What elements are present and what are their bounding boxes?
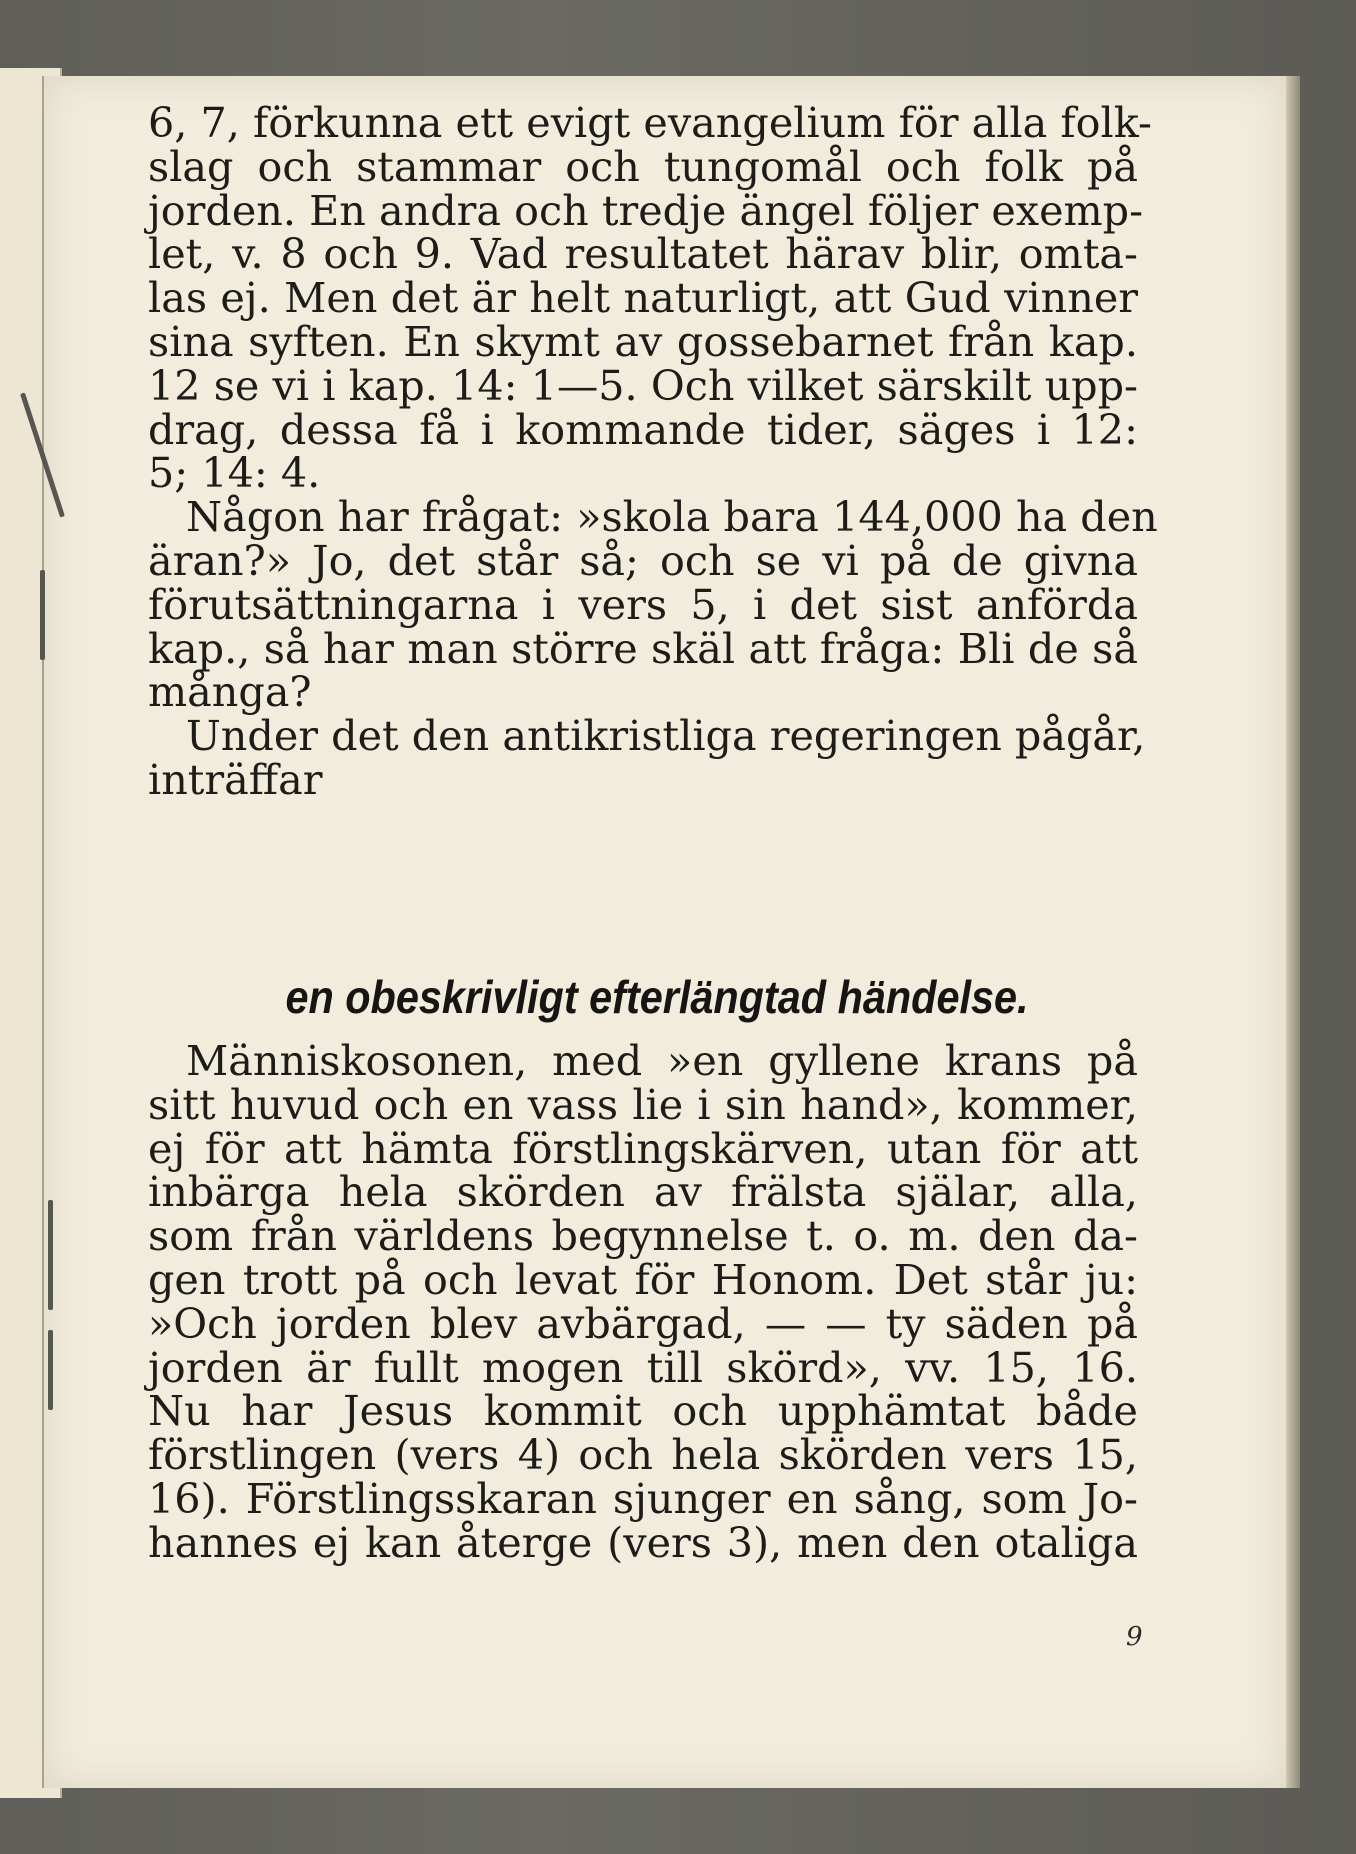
text-line: inbärga hela skörden av frälsta själar, alla, bbox=[148, 1168, 1138, 1217]
text-line: 6, 7, förkunna ett evigt evangelium för alla folk- bbox=[148, 99, 1152, 147]
text-line: gen trott på och levat för Honom. Det står ju: bbox=[148, 1255, 1138, 1304]
text-line: som från världens begynnelse t. o. m. den da- bbox=[148, 1212, 1138, 1261]
text-line: drag, dessa få i kommande tider, säges i 12: bbox=[148, 405, 1138, 454]
binding-thread bbox=[48, 1200, 53, 1310]
binding-thread bbox=[48, 1330, 53, 1410]
text-line: många? bbox=[148, 668, 312, 717]
text-line: hannes ej kan återge (vers 3), men den otaliga bbox=[148, 1518, 1138, 1567]
section-heading: en obeskrivligt efterlängtad händelse. bbox=[285, 971, 1029, 1023]
binding-thread bbox=[40, 570, 45, 660]
text-line: förutsättningarna i vers 5, i det sist anförda bbox=[148, 580, 1138, 629]
text-line: Under det den antikristliga regeringen pågår, bbox=[186, 712, 1146, 761]
text-line: jorden är fullt mogen till skörd», vv. 15, 16. bbox=[148, 1343, 1138, 1392]
text-line: äran?» Jo, det står så; och se vi på de givna bbox=[148, 536, 1138, 585]
body-text-top bbox=[148, 99, 1158, 804]
page-edge-shadow bbox=[1286, 76, 1300, 1788]
text-line: slag och stammar och tungomål och folk på bbox=[148, 142, 1138, 191]
text-line: 16). Förstlingsskaran sjunger en sång, som Jo- bbox=[148, 1474, 1138, 1523]
text-line: inträffar bbox=[148, 755, 323, 804]
text-line: jorden. En andra och tredje ängel följer exemp- bbox=[148, 186, 1144, 235]
text-line: ej för att hämta förstlingskärven, utan för att bbox=[148, 1124, 1138, 1173]
text-line: Nu har Jesus kommit och upphämtat både bbox=[148, 1387, 1138, 1436]
text-line: kap., så har man större skäl att fråga: Bli de så bbox=[148, 624, 1138, 673]
text-line: »Och jorden blev avbärgad, — — ty säden på bbox=[148, 1299, 1138, 1348]
text-line: förstlingen (vers 4) och hela skörden vers 15, bbox=[148, 1431, 1138, 1480]
text-line: sitt huvud och en vass lie i sin hand», kommer, bbox=[148, 1080, 1138, 1129]
text-line: let, v. 8 och 9. Vad resultatet härav blir, omta- bbox=[148, 230, 1138, 279]
text-line: sina syften. En skymt av gossebarnet från kap. bbox=[148, 317, 1138, 366]
text-line: Människosonen, med »en gyllene krans på bbox=[186, 1037, 1138, 1085]
text-line: Någon har frågat: »skola bara 144,000 ha den bbox=[186, 493, 1158, 542]
body-text-bottom bbox=[148, 1037, 1138, 1567]
page-number: 9 bbox=[1126, 1622, 1143, 1652]
text-line: las ej. Men det är helt naturligt, att Gud vinner bbox=[148, 274, 1138, 323]
text-line: 12 se vi i kap. 14: 1—5. Och vilket särskilt upp- bbox=[148, 361, 1138, 410]
text-line: 5; 14: 4. bbox=[148, 449, 321, 498]
